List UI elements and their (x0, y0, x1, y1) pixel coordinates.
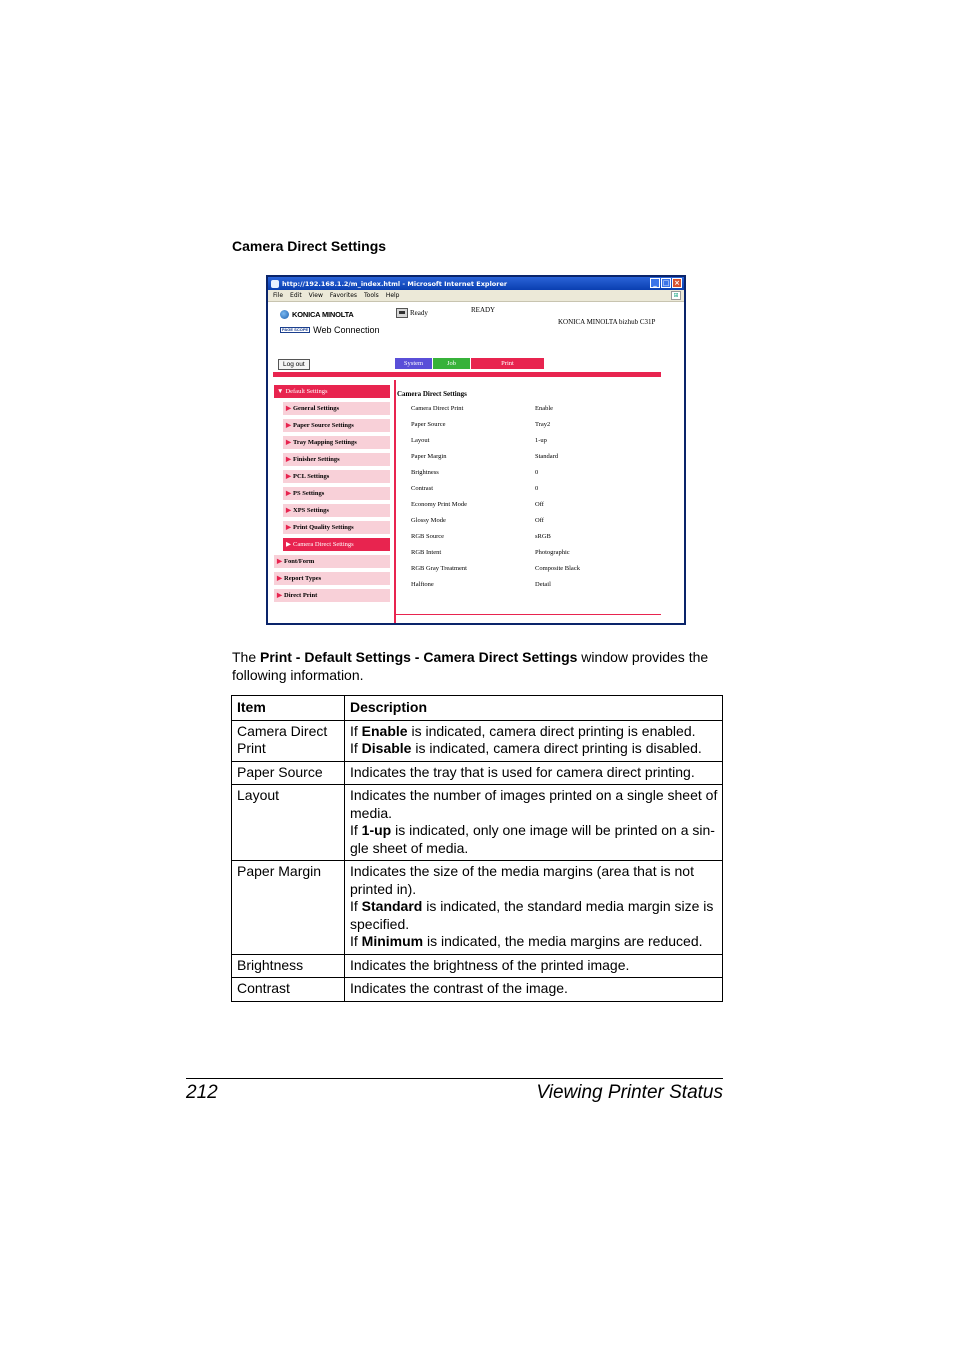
setting-row (397, 533, 657, 549)
settings-panel-title: Camera Direct Settings (397, 390, 467, 398)
setting-value: Standard (535, 453, 559, 460)
setting-value: Detail (535, 581, 551, 588)
header-description: Description (345, 696, 723, 721)
description-line (350, 822, 718, 857)
sidebar-item[interactable] (283, 521, 390, 534)
settings-panel (397, 390, 657, 597)
sidebar-item[interactable] (274, 385, 390, 398)
triangle-right-icon: ▶ (286, 524, 291, 531)
setting-value: 1-up (535, 437, 547, 444)
web-connection-label: Web Connection (313, 325, 380, 335)
printer-icon (396, 308, 408, 318)
setting-row (397, 469, 657, 485)
footer-title: Viewing Printer Status (536, 1082, 723, 1103)
menu-view[interactable]: View (308, 292, 323, 299)
description-text-pre: If (350, 722, 362, 739)
sidebar-item-label: PCL Settings (293, 473, 330, 480)
setting-key: Paper Source (411, 421, 446, 428)
device-name: KONICA MINOLTA bizhub C31P (558, 318, 656, 326)
tab-print[interactable]: Print (471, 358, 544, 369)
sidebar-item-label: XPS Settings (293, 507, 329, 514)
triangle-right-icon: ▶ (286, 473, 291, 480)
web-connection-logo (280, 325, 380, 335)
minimize-icon[interactable]: _ (650, 278, 660, 288)
sidebar-item[interactable] (283, 453, 390, 466)
setting-value: Off (535, 501, 544, 508)
setting-row (397, 437, 657, 453)
table-cell-item: Layout (232, 785, 345, 861)
table-cell-item: Camera Direct Print (232, 720, 345, 761)
setting-value: sRGB (535, 533, 551, 540)
brand-name: KONICA MINOLTA (292, 310, 354, 319)
intro-text-bold: Print - Default Settings - Camera Direct Settings (260, 649, 578, 665)
triangle-down-icon: ▼ (277, 388, 284, 395)
setting-value: Photographic (535, 549, 570, 556)
ie-icon (271, 280, 279, 288)
sidebar-item[interactable] (274, 572, 390, 585)
sidebar-item-label: Camera Direct Settings (293, 541, 354, 548)
description-text-pre: Indicates the contrast of the image. (350, 980, 568, 996)
setting-key: Camera Direct Print (411, 405, 464, 412)
setting-row (397, 485, 657, 501)
browser-titlebar (268, 277, 684, 290)
setting-row (397, 565, 657, 581)
intro-text-pre: The (232, 649, 261, 665)
table-row (232, 761, 723, 785)
sidebar-item-label: Tray Mapping Settings (293, 439, 357, 446)
sidebar-item[interactable] (274, 589, 390, 602)
sidebar-item[interactable] (283, 419, 390, 432)
description-text-bold: 1-up (361, 822, 392, 838)
triangle-right-icon: ▶ (286, 456, 291, 463)
tab-job[interactable]: Job (433, 358, 470, 369)
tab-underline-bar (273, 372, 661, 377)
content-bottom-divider (396, 614, 661, 615)
sidebar-item[interactable] (283, 402, 390, 415)
triangle-right-icon: ▶ (286, 507, 291, 514)
page-number: 212 (186, 1082, 218, 1103)
intro-paragraph (232, 648, 726, 684)
description-text-bold: Standard (361, 898, 423, 914)
table-row (232, 954, 723, 978)
description-line (350, 863, 718, 898)
description-line (350, 764, 718, 782)
sidebar-item-label: Finisher Settings (293, 456, 340, 463)
logout-button[interactable]: Log out (278, 359, 310, 370)
description-line (350, 980, 718, 998)
table-cell-description (345, 720, 723, 761)
triangle-right-icon: ▶ (286, 541, 291, 548)
description-line (350, 933, 718, 951)
sidebar-item-label: PS Settings (293, 490, 325, 497)
description-text-bold: Enable (361, 722, 408, 739)
description-line (350, 787, 718, 822)
sidebar-item[interactable] (283, 436, 390, 449)
table-row (232, 785, 723, 861)
description-text-pre: If (350, 933, 362, 949)
description-text-bold: Disable (361, 740, 412, 756)
table-header-row (232, 696, 723, 721)
setting-value: 0 (535, 469, 539, 476)
description-text-post: is indicated, the media margins are reduced. (423, 933, 703, 949)
sidebar-item-label: Direct Print (284, 592, 318, 599)
description-text-pre: Indicates the tray that is used for camera direct printing. (350, 763, 695, 780)
table-cell-item: Paper Source (232, 761, 345, 785)
close-icon[interactable]: × (672, 278, 682, 288)
setting-key: Glossy Mode (411, 517, 446, 524)
section-heading: Camera Direct Settings (232, 238, 387, 254)
triangle-right-icon: ▶ (277, 575, 282, 582)
sidebar-item[interactable] (274, 555, 390, 568)
menu-edit[interactable]: Edit (290, 292, 302, 299)
table-row (232, 861, 723, 955)
maximize-icon[interactable]: □ (662, 279, 670, 287)
triangle-right-icon: ▶ (277, 558, 282, 565)
table-cell-item: Contrast (232, 978, 345, 1002)
web-connection-page (268, 302, 684, 623)
triangle-right-icon: ▶ (277, 592, 282, 599)
setting-row (397, 517, 657, 533)
table-row (232, 720, 723, 761)
table-cell-description (345, 978, 723, 1002)
setting-key: Brightness (411, 469, 439, 476)
table-cell-description (345, 761, 723, 785)
triangle-right-icon: ▶ (286, 439, 291, 446)
windows-logo-icon: ⊞ (671, 291, 681, 300)
sidebar-item[interactable] (283, 504, 390, 517)
table-row (232, 978, 723, 1002)
description-line (350, 740, 718, 758)
globe-icon (280, 310, 289, 319)
setting-row (397, 405, 657, 421)
description-text-post: is indicated, camera direct printing is enabled. (407, 722, 696, 739)
sidebar-item-label: Default Settings (285, 388, 328, 395)
sidebar-item-label: Print Quality Settings (293, 524, 354, 531)
table-cell-item: Brightness (232, 954, 345, 978)
description-text-pre: If (350, 740, 362, 756)
setting-row (397, 549, 657, 565)
sidebar-item-label: General Settings (293, 405, 340, 412)
description-line (350, 957, 718, 975)
header-item: Item (232, 696, 345, 721)
triangle-right-icon: ▶ (286, 405, 291, 412)
description-line (350, 723, 718, 741)
description-text-post: is indicated, the standard media margin size is specified. (350, 898, 714, 932)
sidebar-item-label: Paper Source Settings (293, 422, 354, 429)
printer-status (396, 308, 428, 318)
description-text-bold: Minimum (361, 933, 424, 949)
setting-value: 0 (535, 485, 539, 492)
sidebar-item-label: Report Types (284, 575, 322, 582)
table-cell-description (345, 954, 723, 978)
setting-row (397, 421, 657, 437)
printer-status-text: Ready (410, 309, 428, 317)
browser-menubar (268, 290, 684, 302)
setting-row (397, 501, 657, 517)
setting-value: Tray2 (535, 421, 551, 428)
sidebar-item-label: Font/Form (284, 558, 315, 565)
description-line (350, 898, 718, 933)
setting-key: RGB Source (411, 533, 445, 540)
menu-help[interactable]: Help (385, 292, 400, 299)
setting-row (397, 581, 657, 597)
pagescope-icon: PAGE SCOPE (282, 327, 309, 332)
main-tabs (395, 358, 544, 369)
menu-file[interactable]: File (273, 292, 284, 299)
description-text-pre: Indicates the size of the media margins (area that is not printed in). (350, 863, 694, 897)
footer-rule (186, 1078, 723, 1079)
setting-key: Halftone (411, 581, 434, 588)
setting-key: RGB Intent (411, 549, 442, 556)
table-cell-item: Paper Margin (232, 861, 345, 955)
konica-minolta-logo (280, 310, 354, 319)
browser-title: http://192.168.1.2/m_index.html - Microsoft Internet Explorer (282, 279, 508, 288)
table-cell-description (345, 861, 723, 955)
panel-status-text: READY (471, 306, 496, 314)
setting-key: Economy Print Mode (411, 501, 467, 508)
setting-value: Composite Black (535, 565, 580, 572)
setting-row (397, 453, 657, 469)
description-table (231, 695, 723, 1002)
description-text-pre: If (350, 898, 362, 914)
sidebar-item[interactable] (283, 470, 390, 483)
tab-system[interactable]: System (395, 358, 432, 369)
sidebar-item[interactable] (283, 538, 390, 551)
menu-favorites[interactable]: Favorites (329, 292, 358, 299)
triangle-right-icon: ▶ (286, 422, 291, 429)
setting-value: Off (535, 517, 544, 524)
setting-key: Contrast (411, 485, 434, 492)
sidebar-item[interactable] (283, 487, 390, 500)
setting-value: Enable (535, 405, 554, 412)
vertical-divider (394, 380, 396, 625)
description-text-pre: Indicates the brightness of the printed image. (350, 956, 630, 973)
table-cell-description (345, 785, 723, 861)
setting-key: Layout (411, 437, 430, 444)
sidebar-menu (274, 385, 390, 606)
description-text-post: is indicated, camera direct printing is disabled. (411, 740, 702, 756)
menu-tools[interactable]: Tools (364, 292, 379, 299)
intro-text-post: window provides the following information. (232, 649, 709, 683)
description-text-pre: If (350, 822, 362, 838)
settings-list (397, 405, 657, 597)
setting-key: Paper Margin (411, 453, 447, 460)
triangle-right-icon: ▶ (286, 490, 291, 497)
description-text-pre: Indicates the number of images printed on a single sheet of media. (350, 787, 718, 821)
setting-key: RGB Gray Treatment (411, 565, 467, 572)
browser-screenshot (266, 275, 686, 625)
description-text-post: is indicated, only one image will be printed on a sin-gle sheet of media. (350, 822, 715, 856)
